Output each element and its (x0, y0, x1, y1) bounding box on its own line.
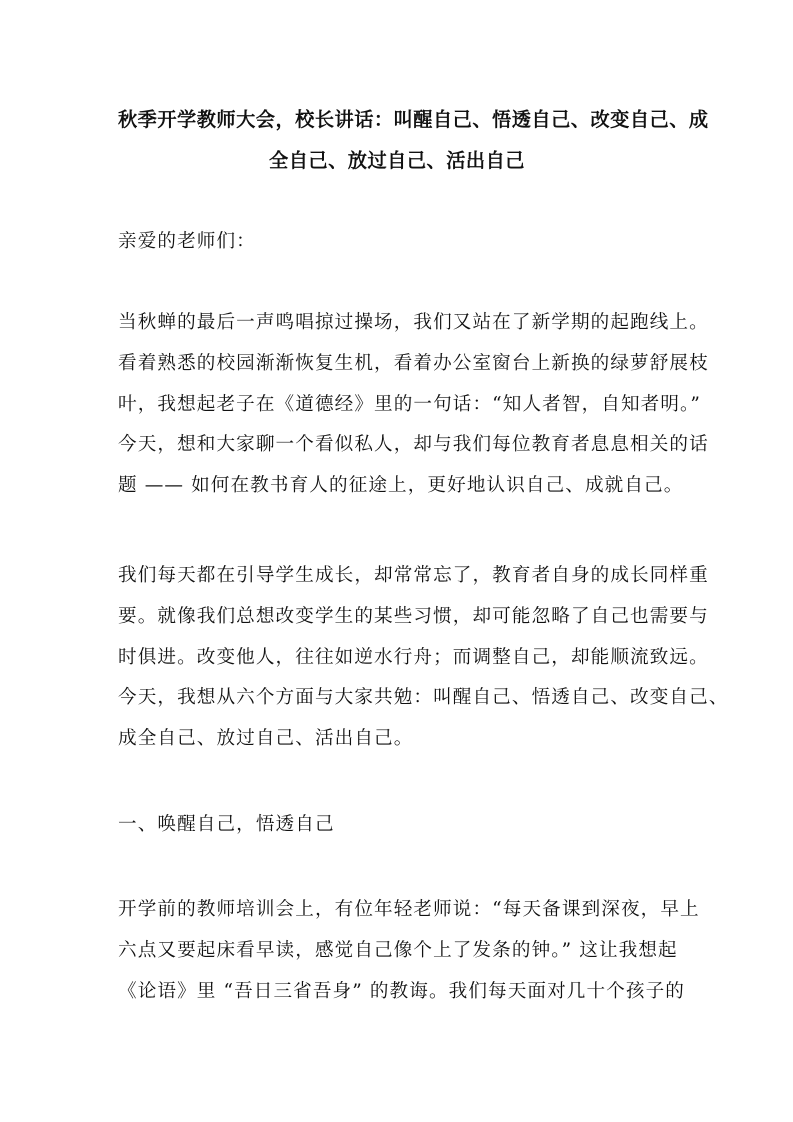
paragraph-intro (118, 303, 709, 507)
paragraph-line: 六点又要起床看早读，感觉自己像个上了发条的钟。” 这让我想起 (118, 939, 678, 961)
paragraph-line: 当秋蝉的最后一声鸣唱掠过操场，我们又站在了新学期的起跑线上。 (118, 312, 709, 333)
paragraph-line: 《论语》里 “吾日三省吾身” 的教诲。我们每天面对几十个孩子的 (118, 980, 685, 1002)
paragraph-line: 成全自己、放过自己、活出自己。 (118, 728, 414, 750)
document-title (118, 100, 709, 182)
title-line-2: 全自己、放过自己、活出自己 (269, 148, 525, 172)
section-heading (118, 805, 676, 846)
title-line-1: 秋季开学教师大会，校长讲话：叫醒自己、悟透自己、改变自己、成 (118, 108, 709, 131)
paragraph-line: 我们每天都在引导学生成长，却常常忘了，教育者自身的成长同样重 (118, 565, 709, 586)
paragraph-line: 要。就像我们总想改变学生的某些习惯，却可能忽略了自己也需要与 (118, 605, 709, 627)
paragraph-line: 时俱进。改变他人，往往如逆水行舟；而调整自己，却能顺流致远。 (118, 646, 709, 668)
paragraph-growth (118, 556, 729, 760)
paragraph-section-one (118, 890, 700, 1012)
paragraph-line: 题 —— 如何在教书育人的征途上，更好地认识自己、成就自己。 (118, 475, 684, 497)
paragraph-line: 看着熟悉的校园渐渐恢复生机，看着办公室窗台上新换的绿萝舒展枝 (118, 352, 709, 374)
salutation-text: 亲爱的老师们： (118, 231, 256, 252)
section-heading-text: 一、唤醒自己，悟透自己 (118, 814, 335, 835)
paragraph-line: 叶，我想起老子在《道德经》里的一句话：“知人者智，自知者明。” (118, 393, 702, 415)
salutation (118, 222, 676, 263)
paragraph-line: 今天，想和大家聊一个看似私人，却与我们每位教育者息息相关的话 (118, 434, 709, 456)
paragraph-line: 今天，我想从六个方面与大家共勉：叫醒自己、悟透自己、改变自己、 (118, 687, 729, 709)
paragraph-line: 开学前的教师培训会上，有位年轻老师说：“每天备课到深夜，早上 (118, 899, 700, 920)
